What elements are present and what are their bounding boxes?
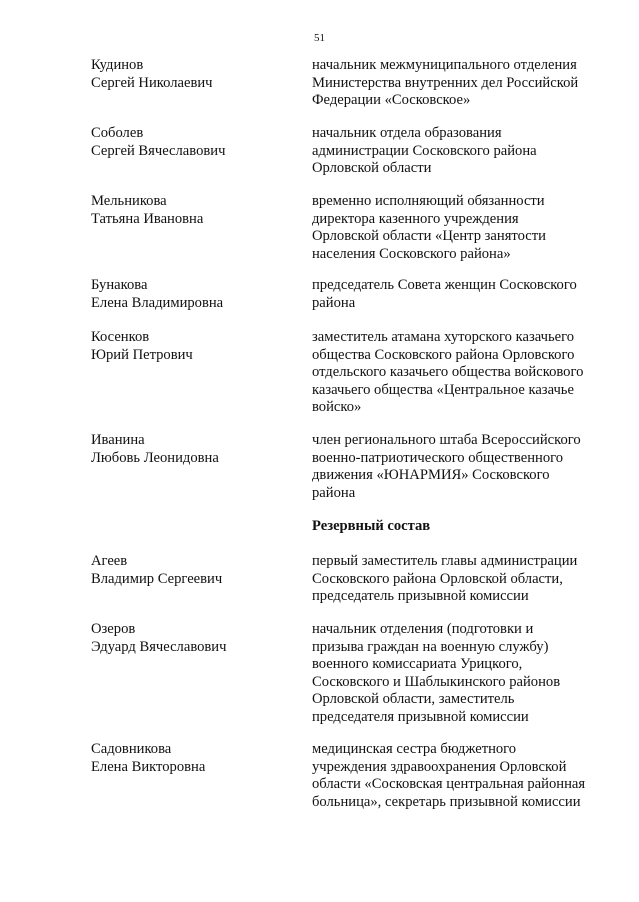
member-position: заместитель атамана хуторского казачьего общества Сосковского района Орловского отдельского казачьего общества войскового казачьего общества «Центральное казачье войско» bbox=[312, 329, 584, 416]
member-name: Кудинов Сергей Николаевич bbox=[91, 57, 213, 91]
member-name: Соболев Сергей Вячеславович bbox=[91, 125, 226, 159]
member-position: член регионального штаба Всероссийского военно-патриотического общественного движения «ЮНАРМИЯ» Сосковского района bbox=[312, 432, 581, 501]
member-position: начальник отдела образования администрации Сосковского района Орловской области bbox=[312, 125, 537, 177]
member-name: Мельникова Татьяна Ивановна bbox=[91, 193, 204, 227]
member-name: Садовникова Елена Викторовна bbox=[91, 741, 206, 775]
member-name: Иванина Любовь Леонидовна bbox=[91, 432, 219, 466]
member-name: Агеев Владимир Сергеевич bbox=[91, 553, 223, 587]
member-position: председатель Совета женщин Сосковского района bbox=[312, 277, 577, 311]
member-position: начальник отделения (подготовки и призыва граждан на военную службу) военного комиссариата Урицкого, Сосковского и Шаблыкинского районов Орловской области, заместитель председателя призывной комиссии bbox=[312, 621, 561, 725]
member-position: временно исполняющий обязанности директора казенного учреждения Орловской области «Центр занятости населения Сосковского района» bbox=[312, 193, 546, 262]
section-heading: Резервный состав bbox=[312, 518, 431, 534]
page-number: 51 bbox=[314, 32, 325, 44]
member-name: Озеров Эдуард Вячеславович bbox=[91, 621, 227, 655]
member-position: первый заместитель главы администрации Сосковского района Орловской области, председатель призывной комиссии bbox=[312, 553, 578, 605]
member-position: начальник межмуниципального отделения Министерства внутренних дел Российской Федерации «Сосковское» bbox=[312, 57, 579, 109]
member-name: Бунакова Елена Владимировна bbox=[91, 277, 224, 311]
member-position: медицинская сестра бюджетного учреждения здравоохранения Орловской области «Сосковская центральная районная больница», секретарь призывной комиссии bbox=[312, 741, 586, 810]
member-name: Косенков Юрий Петрович bbox=[91, 329, 193, 363]
